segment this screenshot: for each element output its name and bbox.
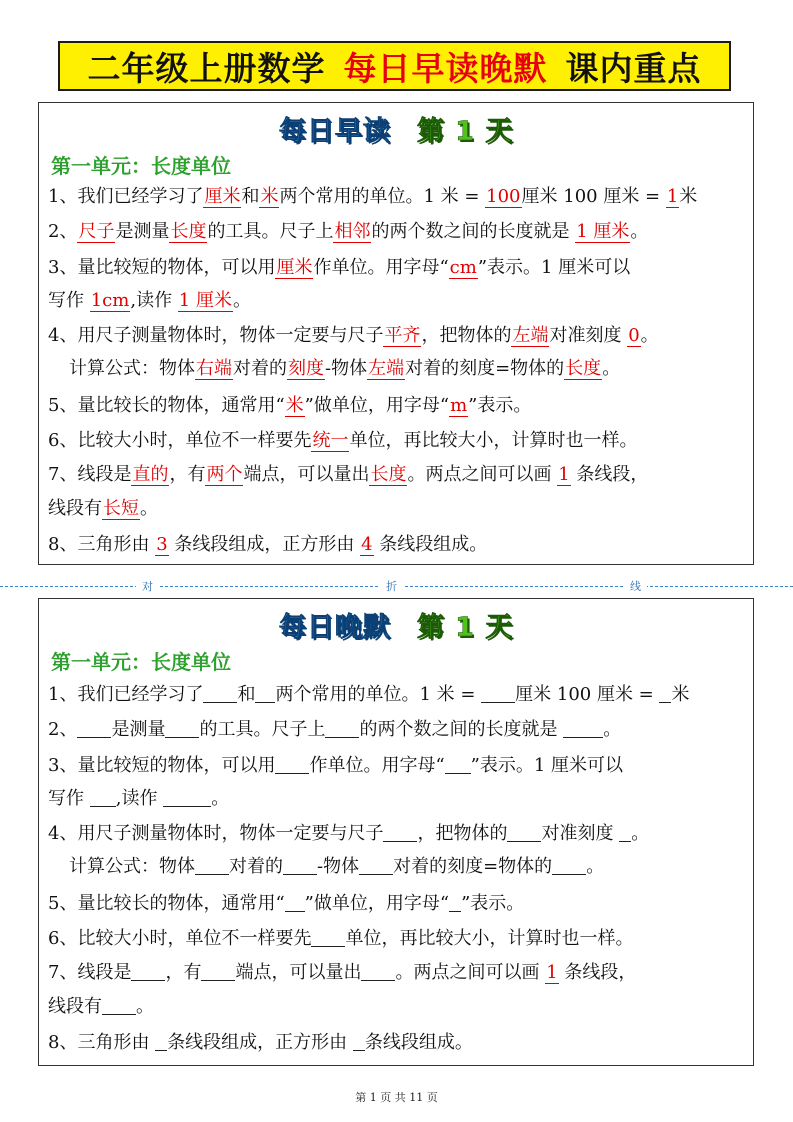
text: 。两点之间可以画	[395, 962, 546, 983]
banner-highlight: 每日早读晚默	[343, 48, 548, 88]
text: 写作	[48, 788, 90, 809]
blank[interactable]	[131, 962, 165, 981]
text: ”表示。1 厘米可以	[477, 257, 631, 278]
text: ，有	[169, 464, 206, 485]
text: 计算公式：物体	[69, 856, 195, 877]
answer: 4	[361, 534, 373, 555]
evening-title-day: 第 1 天	[416, 612, 514, 643]
answer: 1cm	[90, 290, 130, 311]
answer: 直的	[132, 464, 169, 485]
answer: 3	[156, 534, 168, 555]
text: -物体	[325, 358, 368, 379]
text: 两个常用的单位。1 米 =	[279, 186, 486, 207]
answer: m	[450, 395, 468, 416]
answer: 厘米	[204, 186, 241, 207]
text: 是测量	[111, 719, 166, 740]
text: 条线段，	[558, 962, 637, 983]
text: ，把物体的	[421, 325, 512, 346]
text: 1、我们已经学习了	[48, 186, 204, 207]
blank[interactable]	[203, 684, 237, 703]
morning-line-7	[48, 466, 648, 484]
text: 。两点之间可以画	[407, 464, 558, 485]
text: 的两个数之间的长度就是	[371, 221, 576, 242]
text: 计算公式：物体	[69, 358, 195, 379]
blank[interactable]	[201, 962, 235, 981]
text: 单位，再比较大小，计算时也一样。	[349, 430, 638, 451]
evening-line-3b	[48, 788, 229, 808]
text: 米	[671, 684, 690, 705]
blank[interactable]	[659, 684, 671, 703]
morning-line-4	[48, 327, 659, 345]
blank[interactable]	[195, 856, 229, 875]
answer: 左端	[512, 325, 549, 346]
morning-line-5	[48, 397, 531, 415]
fold-label: 折	[380, 578, 403, 594]
text: 的两个数之间的长度就是	[359, 719, 564, 740]
text: 4、用尺子测量物体时，物体一定要与尺子	[48, 325, 384, 346]
answer: 相邻	[334, 221, 371, 242]
answer: 平齐	[384, 325, 421, 346]
text: 的工具。尺子上	[207, 221, 334, 242]
evening-line-8	[48, 1032, 473, 1052]
text: 条线段，	[570, 464, 649, 485]
blank[interactable]	[353, 1032, 365, 1051]
text: 5、量比较长的物体，通常用“	[48, 395, 285, 416]
text: 对准刻度	[541, 823, 620, 844]
evening-line-7	[48, 962, 636, 982]
text: 6、比较大小时，单位不一样要先	[48, 430, 312, 451]
blank[interactable]	[361, 962, 395, 981]
answer: 长短	[103, 498, 139, 519]
text: 7、线段是	[48, 962, 132, 983]
text: 作单位。用字母“	[309, 755, 445, 776]
text: 线段有	[48, 996, 102, 1017]
text: 。	[640, 325, 659, 346]
answer: 统一	[312, 430, 349, 451]
text: 对着的	[233, 358, 287, 379]
text: 。	[211, 788, 230, 809]
text: 。	[603, 719, 622, 740]
blank[interactable]	[619, 823, 631, 842]
blank[interactable]	[445, 755, 471, 774]
text: 厘米 100 厘米 =	[515, 684, 660, 705]
text: 和	[237, 684, 256, 705]
evening-line-2	[48, 719, 621, 739]
text: ，有	[165, 962, 202, 983]
text: 1、我们已经学习了	[48, 684, 204, 705]
morning-line-3b	[48, 292, 251, 310]
text: 。	[630, 221, 649, 242]
text: 。	[602, 358, 621, 379]
text: ”做单位，用字母“	[304, 893, 450, 914]
answer: 0	[628, 325, 640, 346]
text: 单位，再比较大小，计算时也一样。	[345, 928, 634, 949]
text: ，把物体的	[417, 823, 508, 844]
blank[interactable]	[255, 684, 275, 703]
blank[interactable]	[163, 788, 211, 807]
morning-line-7b	[48, 500, 158, 518]
morning-line-1	[48, 188, 697, 206]
text: 的工具。尺子上	[199, 719, 326, 740]
morning-line-3	[48, 259, 630, 277]
answer: 米	[285, 395, 304, 416]
morning-line-6	[48, 432, 637, 450]
morning-line-8	[48, 536, 487, 554]
blank[interactable]	[102, 996, 136, 1015]
text: 条线段组成，正方形由	[168, 534, 361, 555]
fold-line	[0, 580, 793, 594]
text: 和	[241, 186, 260, 207]
fold-label: 对	[136, 578, 159, 594]
answer: 尺子	[78, 221, 115, 242]
evening-title	[39, 605, 753, 645]
morning-line-2	[48, 223, 648, 241]
blank[interactable]	[285, 893, 305, 912]
answer: 两个	[206, 464, 243, 485]
blank[interactable]	[165, 719, 199, 738]
text: 3、量比较短的物体，可以用	[48, 755, 276, 776]
text: 端点，可以量出	[235, 962, 362, 983]
text: 对着的刻度=物体的	[405, 358, 565, 379]
evening-line-4b	[69, 856, 604, 876]
answer: 1	[546, 962, 558, 983]
text: 对着的刻度=物体的	[393, 856, 553, 877]
text: ”表示。1 厘米可以	[470, 755, 624, 776]
evening-unit-heading: 第一单元：长度单位	[51, 650, 231, 674]
evening-recitation-box	[38, 598, 754, 1066]
text: 对着的	[229, 856, 283, 877]
banner-topic: 课内重点	[565, 48, 702, 88]
answer: 长度	[170, 221, 207, 242]
blank[interactable]	[77, 719, 111, 738]
text: 8、三角形由	[48, 1032, 156, 1053]
answer: 1	[558, 464, 570, 485]
answer: 1 厘米	[178, 290, 232, 311]
blank[interactable]	[325, 719, 359, 738]
blank[interactable]	[383, 823, 417, 842]
blank[interactable]	[155, 1032, 167, 1051]
blank[interactable]	[359, 856, 393, 875]
answer: 刻度	[288, 358, 324, 379]
text: 4、用尺子测量物体时，物体一定要与尺子	[48, 823, 384, 844]
page-banner	[58, 41, 731, 91]
answer: 厘米	[276, 257, 313, 278]
evening-line-4	[48, 823, 649, 843]
text: 米	[679, 186, 698, 207]
answer: 米	[260, 186, 279, 207]
answer: 1 厘米	[576, 221, 630, 242]
text: 厘米 100 厘米 =	[521, 186, 666, 207]
text: ”表示。	[468, 395, 532, 416]
text: 。	[586, 856, 605, 877]
evening-line-1	[48, 684, 689, 704]
blank[interactable]	[552, 856, 586, 875]
answer: 100	[486, 186, 521, 207]
text: 写作	[48, 290, 90, 311]
blank[interactable]	[275, 755, 309, 774]
text: 6、比较大小时，单位不一样要先	[48, 928, 312, 949]
text: 8、三角形由	[48, 534, 156, 555]
text: ,读作	[130, 290, 178, 311]
text: 线段有	[48, 498, 102, 519]
morning-title-day: 第 1 天	[416, 116, 514, 147]
text: 是测量	[115, 221, 170, 242]
blank[interactable]	[563, 719, 603, 738]
answer: 1	[666, 186, 679, 207]
text: -物体	[317, 856, 360, 877]
text: 条线段组成，正方形由	[167, 1032, 353, 1053]
evening-title-label: 每日晚默	[278, 612, 391, 643]
text: 条线段组成。	[364, 1032, 473, 1053]
text: 7、线段是	[48, 464, 132, 485]
blank[interactable]	[481, 684, 515, 703]
morning-unit-heading: 第一单元：长度单位	[51, 154, 231, 178]
evening-line-6	[48, 928, 633, 948]
text: 。	[631, 823, 650, 844]
text: ”做单位，用字母“	[304, 395, 450, 416]
answer: cm	[449, 257, 477, 278]
banner-grade: 二年级上册数学	[87, 48, 326, 88]
text: 。	[232, 290, 251, 311]
text: 2、	[48, 719, 78, 740]
answer: 右端	[196, 358, 232, 379]
fold-label: 线	[624, 578, 647, 594]
text: 。	[136, 996, 154, 1017]
text: ,读作	[115, 788, 164, 809]
text: 两个常用的单位。1 米 =	[275, 684, 482, 705]
text: 端点，可以量出	[243, 464, 370, 485]
text: 作单位。用字母“	[313, 257, 449, 278]
text: 。	[140, 498, 158, 519]
blank[interactable]	[449, 893, 461, 912]
text: 3、量比较短的物体，可以用	[48, 257, 276, 278]
blank[interactable]	[311, 928, 345, 947]
text: 5、量比较长的物体，通常用“	[48, 893, 285, 914]
blank[interactable]	[507, 823, 541, 842]
blank[interactable]	[283, 856, 317, 875]
evening-line-5	[48, 893, 524, 913]
morning-reading-box	[38, 102, 754, 565]
answer: 长度	[565, 358, 602, 379]
answer: 长度	[370, 464, 407, 485]
morning-line-4b	[69, 360, 620, 378]
evening-line-7b	[48, 996, 154, 1016]
text: ”表示。	[461, 893, 525, 914]
morning-title-label: 每日早读	[278, 116, 391, 147]
text: 条线段组成。	[373, 534, 488, 555]
evening-line-3	[48, 755, 623, 775]
page-footer: 第 1 页 共 11 页	[355, 1091, 438, 1104]
morning-title	[39, 109, 753, 149]
text: 对准刻度	[549, 325, 628, 346]
blank[interactable]	[90, 788, 116, 807]
text: 2、	[48, 221, 78, 242]
answer: 左端	[368, 358, 405, 379]
